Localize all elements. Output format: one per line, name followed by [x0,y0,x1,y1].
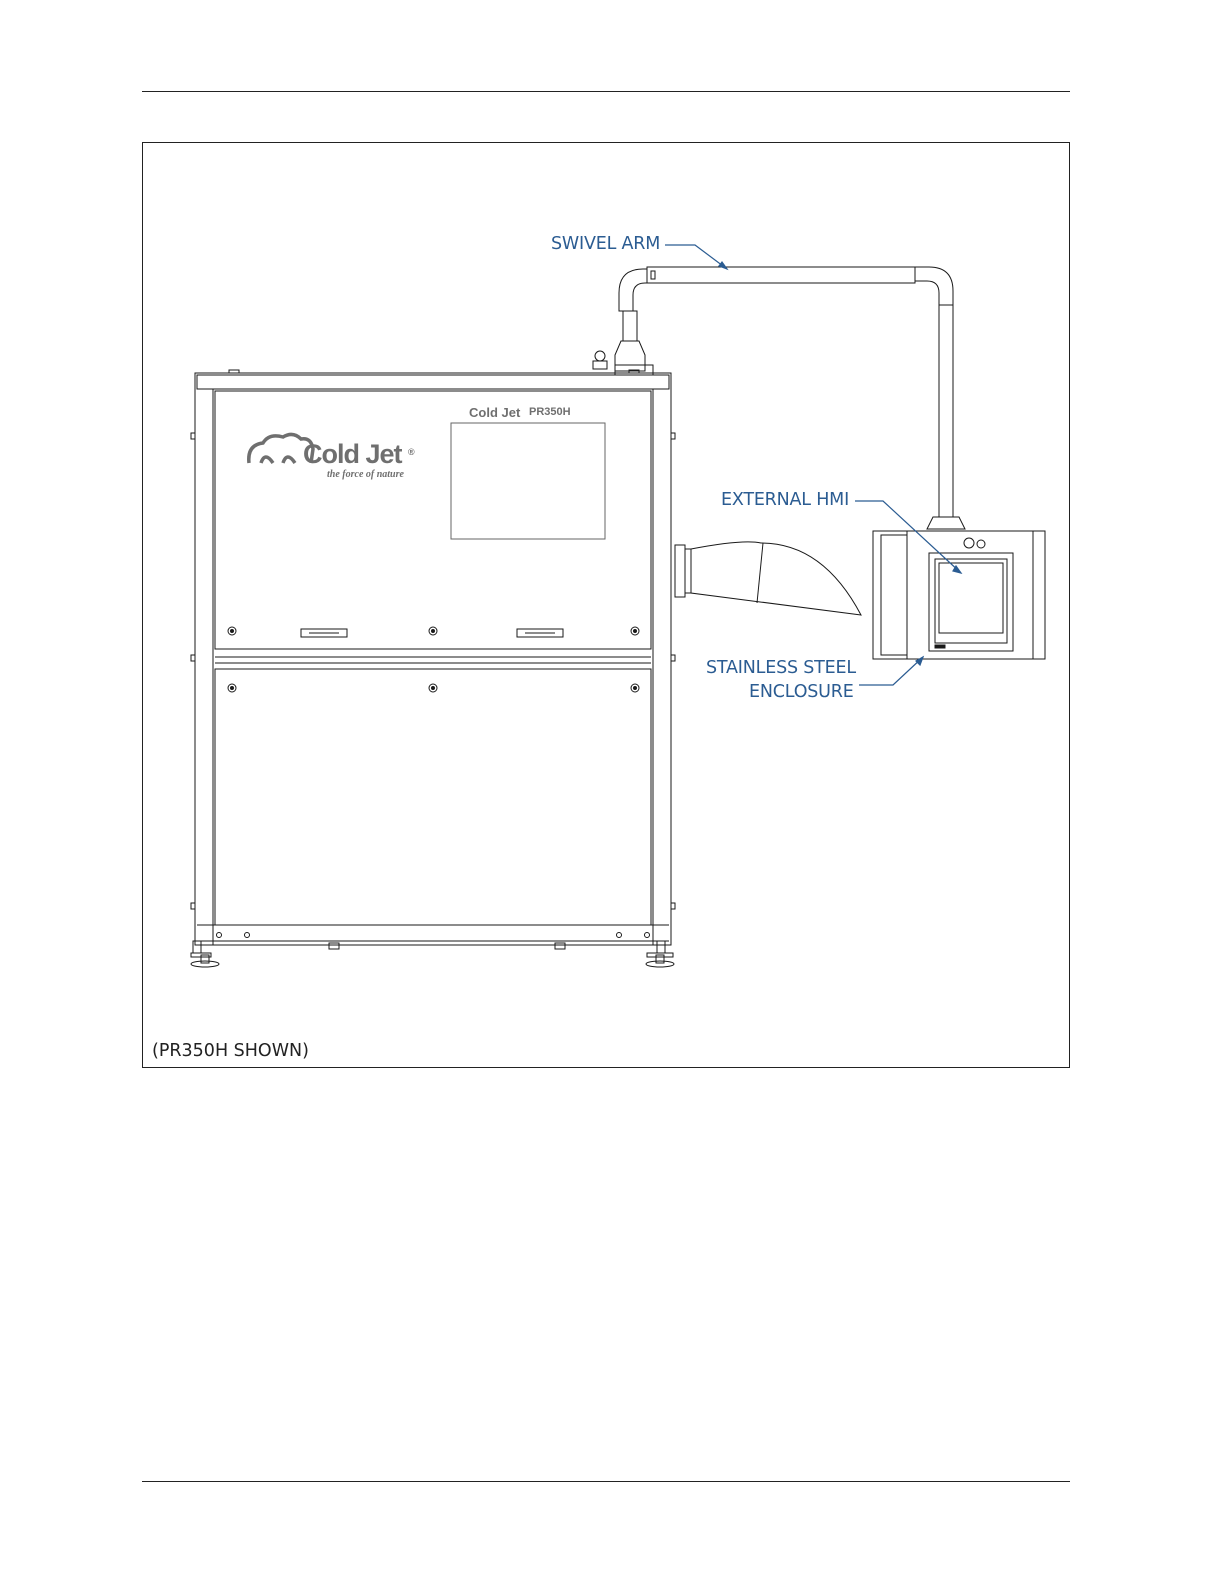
header-rule [142,91,1070,92]
footer-rule [142,1481,1070,1482]
brand-mark: ® [408,447,415,457]
cabinet-window [451,423,605,539]
model-label-brand: Cold Jet [469,405,521,420]
callout-enclosure-line2: ENCLOSURE [749,682,854,702]
model-label-model: PR350H [529,406,571,418]
figure-frame [142,142,1070,1068]
callout-swivel-arm: SWIVEL ARM [551,234,661,254]
screws [217,627,650,938]
brand-tagline: the force of nature [327,469,404,480]
hmi-enclosure [873,531,1045,659]
callout-external-hmi: EXTERNAL HMI [721,490,850,510]
machine-drawing [143,143,1071,1069]
brand-name: Cold Jet [303,439,402,469]
callout-leaders [665,245,961,685]
figure-caption: (PR350H SHOWN) [152,1041,309,1061]
callout-enclosure-line1: STAINLESS STEEL [706,658,856,678]
hose-outlet [675,542,861,615]
